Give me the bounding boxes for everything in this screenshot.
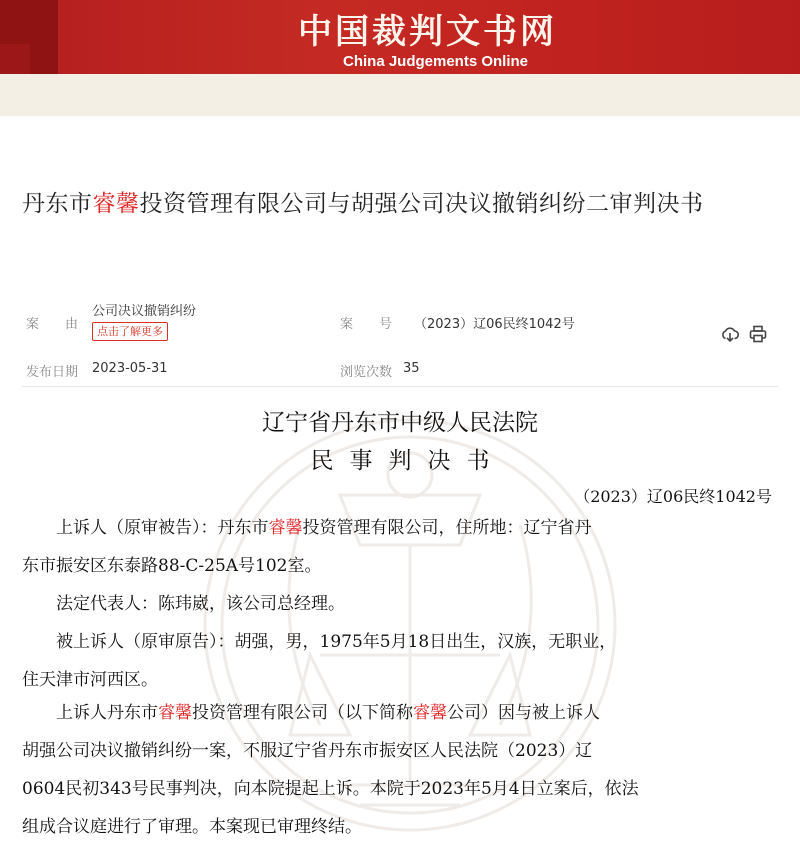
summary-text-2: 投资管理有限公司（以下简称: [192, 703, 413, 723]
court-name: 辽宁省丹东市中级人民法院: [262, 410, 538, 436]
site-logo-chinese[interactable]: 中国裁判文书网: [298, 12, 557, 52]
appellant-highlight: 睿馨: [268, 518, 303, 538]
summary-text-3: 公司）因与被上诉人: [447, 703, 600, 723]
meta-divider: [22, 386, 778, 387]
caseno-value: （2023）辽06民终1042号: [414, 317, 575, 332]
judgment-title: [22, 185, 704, 218]
cause-label: 案 由: [26, 317, 79, 332]
print-icon[interactable]: [748, 324, 768, 344]
title-text-2: 投资管理有限公司与胡强公司决议撤销纠纷二审判决书: [139, 191, 704, 217]
summary-line-2: 胡强公司决议撤销纠纷一案，不服辽宁省丹东市振安区人民法院（2023）辽: [22, 741, 593, 761]
download-icon[interactable]: [720, 324, 740, 344]
caseno-label: 案 号: [340, 317, 393, 332]
summary-highlight-1: 睿馨: [158, 703, 192, 723]
document-case-number: （2023）辽06民终1042号: [574, 487, 772, 506]
cause-value: 公司决议撤销纠纷: [92, 304, 197, 319]
views-value: 35: [403, 361, 420, 376]
date-value: 2023-05-31: [92, 361, 168, 376]
appellant-text-2: 投资管理有限公司，住所地：辽宁省丹: [302, 518, 592, 538]
document-type: 民事判决书: [310, 448, 506, 474]
sub-navigation-bar: [0, 74, 800, 116]
appellant-paragraph: [22, 509, 762, 585]
site-logo-english: China Judgements Online: [343, 53, 529, 70]
banner-corner-tab[interactable]: [0, 44, 30, 74]
appellee-line-2: 住天津市河西区。: [22, 670, 158, 690]
appellee-line-1: 被上诉人（原审原告）：胡强，男，1975年5月18日出生，汉族，无职业，: [22, 632, 617, 652]
appellant-text-1: 上诉人（原审被告）：丹东市: [22, 518, 269, 538]
appellant-line-2: 东市振安区东泰路88-C-25A号102室。: [22, 556, 322, 576]
legal-rep-line: 法定代表人：陈玮崴，该公司总经理。: [22, 594, 345, 614]
summary-line-1: [22, 694, 762, 732]
case-summary-paragraph: [22, 694, 762, 846]
summary-line-3: 0604民初343号民事判决，向本院提起上诉。本院于2023年5月4日立案后，依法: [22, 779, 639, 799]
summary-highlight-2: 睿馨: [413, 703, 447, 723]
appellee-paragraph: [22, 623, 762, 699]
title-highlight: 睿馨: [92, 191, 140, 217]
title-text-1: 丹东市: [22, 191, 93, 217]
site-header-banner: [0, 0, 800, 74]
legal-rep-paragraph: [22, 585, 762, 623]
summary-line-4: 组成合议庭进行了审理。本案现已审理终结。: [22, 817, 362, 837]
views-label: 浏览次数: [340, 365, 393, 380]
appellant-line-1: [22, 509, 762, 547]
summary-text-1: 上诉人丹东市: [22, 703, 158, 723]
date-label: 发布日期: [26, 365, 79, 380]
learn-more-button[interactable]: 点击了解更多: [92, 322, 168, 341]
